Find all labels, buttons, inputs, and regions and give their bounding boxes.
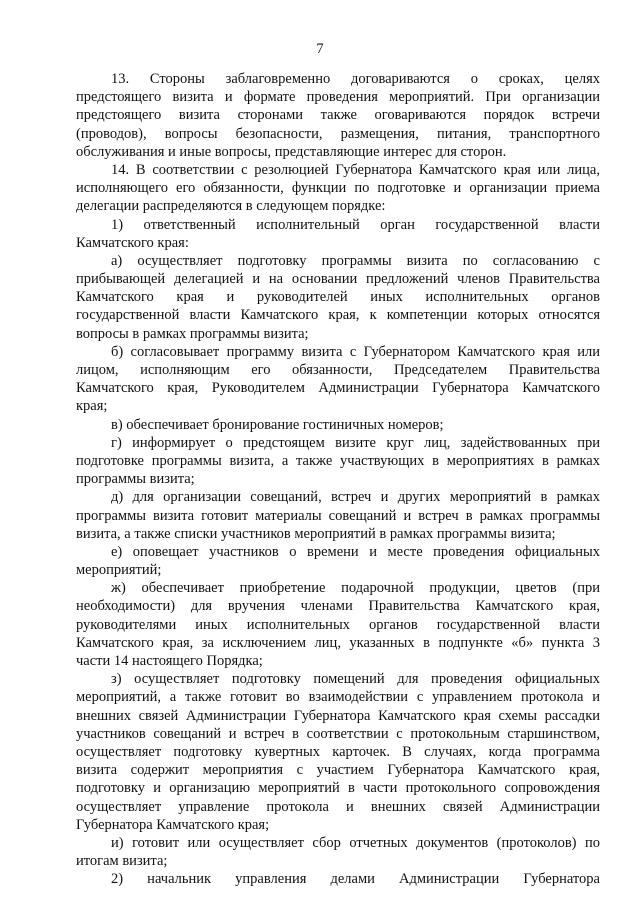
text-line: б) согласовывает программу визита с Губернатором Камчатского края или <box>111 343 600 360</box>
text-line: Камчатского края, Руководителем Администрации Губернатора Камчатского <box>76 380 600 397</box>
text-line: и) готовит или осуществляет сбор отчетных документов (протоколов) по <box>111 834 600 851</box>
text-line: мероприятий; <box>76 562 162 579</box>
text-line: подготовке программы визита, а также участвующих в мероприятиях в рамках <box>76 452 600 469</box>
text-line: участников совещаний и встреч в соответствии с протокольным старшинством, <box>76 725 600 742</box>
text-line: а) осуществляет подготовку программы визита по согласованию с <box>111 252 600 269</box>
text-line: подготовку и организацию мероприятий в части протокольного сопровождения <box>76 780 600 797</box>
text-line: осуществляет управление протокола и внешних связей Администрации <box>76 798 600 815</box>
text-line: программы визита; <box>76 471 195 488</box>
text-line: 2) начальник управления делами Администрации Губернатора <box>111 871 600 888</box>
page-number: 7 <box>316 41 324 57</box>
text-line: делегации распределяются в следующем порядке: <box>76 198 386 215</box>
text-line: з) осуществляет подготовку помещений для проведения официальных <box>111 671 600 688</box>
document-body <box>76 70 600 888</box>
text-line: визита содержит мероприятия с участием Губернатора Камчатского края, <box>76 762 600 779</box>
text-line: е) оповещает участников о времени и месте проведения официальных <box>111 543 600 560</box>
text-line: г) информирует о предстоящем визите круг лиц, задействованных при <box>111 434 600 451</box>
text-line: ж) обеспечивает приобретение подарочной продукции, цветов (при <box>111 580 600 597</box>
text-line: Камчатского края и руководителей иных исполнительных органов <box>76 289 600 306</box>
text-line: прибывающей делегацией и на основании предложений членов Правительства <box>76 271 600 288</box>
text-line: вопросы в рамках программы визита; <box>76 325 309 342</box>
text-line: Камчатского края, за исключением лиц, указанных в подпункте «б» пункта 3 <box>76 634 600 651</box>
text-line: визита, а также списки участников мероприятий в рамках программы визита; <box>76 525 556 542</box>
text-line: лицом, исполняющим его обязанности, Председателем Правительства <box>76 362 600 378</box>
text-line: обслуживания и иные вопросы, представляющие интерес для сторон. <box>76 143 507 160</box>
text-line: предстоящего визита сторонами также оговариваются порядок встречи <box>76 107 600 124</box>
text-line: предстоящего визита и формате проведения мероприятий. При организации <box>76 89 600 106</box>
text-line: программы визита готовит материалы совещаний и встреч в рамках программы <box>76 507 600 524</box>
text-line: 14. В соответствии с резолюцией Губернатора Камчатского края или лица, <box>111 161 600 178</box>
text-line: осуществляет подготовку кувертных карточек. В случаях, когда программа <box>76 743 600 760</box>
text-line: д) для организации совещаний, встреч и других мероприятий в рамках <box>111 489 600 506</box>
text-line: 13. Стороны заблаговременно договариваются о сроках, целях <box>111 71 600 87</box>
text-line: исполняющего его обязанности, функции по подготовке и организации приема <box>76 180 600 197</box>
text-line: итогам визита; <box>76 853 168 870</box>
text-line: (проводов), вопросы безопасности, размещения, питания, транспортного <box>76 125 600 142</box>
text-line: руководителями иных исполнительных органов государственной власти <box>76 616 600 633</box>
text-line: Губернатора Камчатского края; <box>76 816 270 833</box>
text-line: внешних связей Администрации Губернатора Камчатского края схемы рассадки <box>76 707 600 724</box>
text-line: части 14 настоящего Порядка; <box>76 653 263 669</box>
text-line: государственной власти Камчатского края, к компетенции которых относятся <box>76 307 600 324</box>
text-line: края; <box>76 398 108 415</box>
text-line: Камчатского края: <box>76 234 189 251</box>
text-line: в) обеспечивает бронирование гостиничных номеров; <box>111 416 444 433</box>
text-line: мероприятий, а также готовит во взаимодействии с управлением протокола и <box>76 689 600 706</box>
text-line: необходимости) для вручения членами Правительства Камчатского края, <box>76 598 600 615</box>
text-line: 1) ответственный исполнительный орган государственной власти <box>111 216 600 233</box>
